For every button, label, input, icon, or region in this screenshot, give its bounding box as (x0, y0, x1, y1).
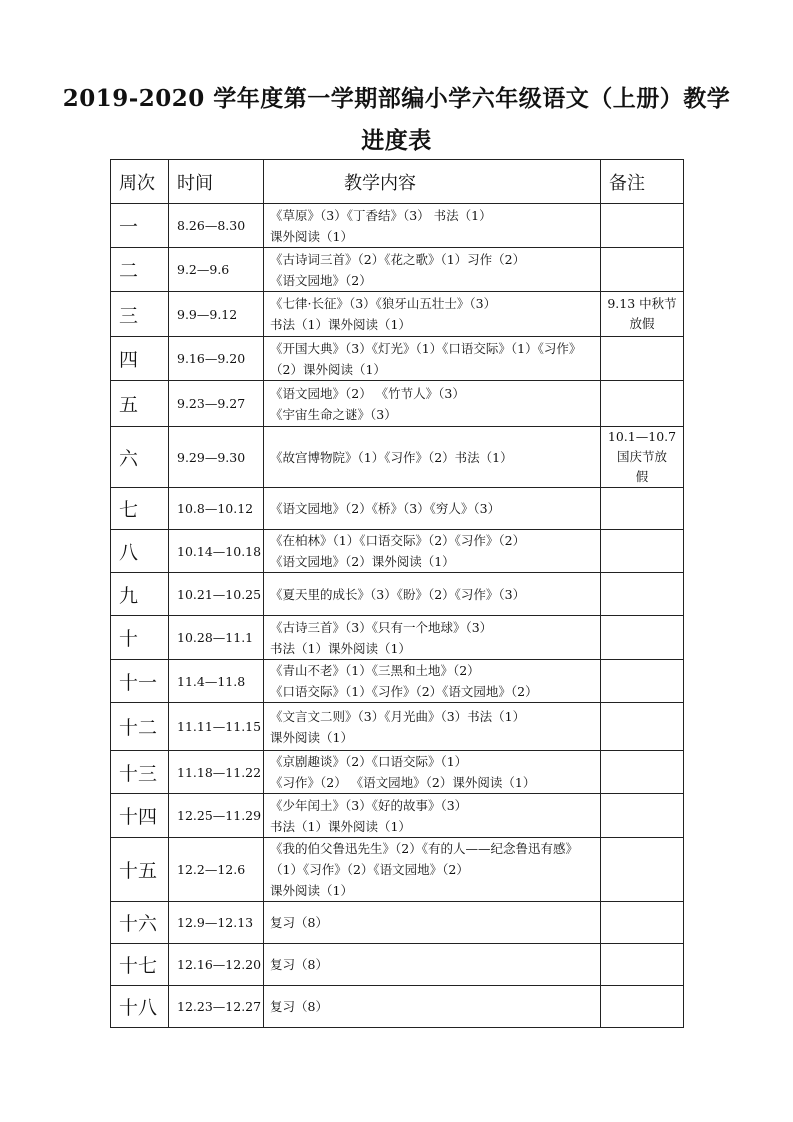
content-cell (264, 204, 601, 248)
content-cell (264, 573, 601, 616)
content-line: 《草原》（3）《丁香结》（3） 书法（1） (270, 207, 492, 223)
note-line: 10.1—10.7 (607, 429, 677, 444)
content-line: （1）《习作》（2）《语文园地》（2） (270, 862, 469, 877)
time-cell: 12.16—12.20 (169, 944, 264, 986)
time-cell: 11.11—11.15 (169, 703, 264, 751)
note-line: 假 (635, 469, 649, 484)
content-line: 《语文园地》（2）《桥》（3）《穷人》（3） (270, 501, 501, 516)
note-cell (601, 248, 684, 292)
time-cell: 10.14—10.18 (169, 530, 264, 573)
content-line: 《夏天里的成长》（3）《盼》（2）《习作》（3） (270, 586, 526, 602)
header-note: 备注 (601, 160, 684, 204)
time-cell: 9.16—9.20 (169, 337, 264, 381)
week-cell: 八 (111, 530, 169, 573)
note-line: 放假 (629, 316, 655, 331)
table-row (111, 573, 684, 616)
time-cell: 10.21—10.25 (169, 573, 264, 616)
note-cell (601, 838, 684, 902)
week-cell: 十六 (111, 902, 169, 944)
content-line: 复习（8） (270, 957, 328, 972)
time-cell: 10.8—10.12 (169, 488, 264, 530)
week-cell: 十八 (111, 986, 169, 1028)
content-line: 课外阅读（1） (270, 228, 353, 244)
content-cell (264, 751, 601, 794)
content-cell (264, 986, 601, 1028)
content-line: 《开国大典》（3）《灯光》（1）《口语交际》（1）《习作》 (270, 340, 582, 356)
week-cell: 十四 (111, 794, 169, 838)
schedule-table (110, 159, 684, 1028)
table-row (111, 530, 684, 573)
note-cell (601, 616, 684, 660)
content-line: 《习作》（2） 《语文园地》（2）课外阅读（1） (270, 775, 536, 790)
note-cell (601, 986, 684, 1028)
content-line: 《语文园地》（2）课外阅读（1） (270, 554, 455, 569)
week-cell: 二 (111, 248, 169, 292)
content-line: 《宇宙生命之谜》（3） (270, 406, 397, 422)
table-row (111, 616, 684, 660)
title-line-1: 2019-2020 学年度第一学期部编小学六年级语文（上册）教学 (62, 85, 731, 112)
content-line: 课外阅读（1） (270, 729, 353, 745)
header-content: 教学内容 (264, 160, 601, 204)
week-cell: 六 (111, 427, 169, 488)
content-line: 《青山不老》（1）《三黑和土地》（2） (270, 663, 480, 678)
note-cell (601, 427, 684, 488)
table-row (111, 703, 684, 751)
time-cell: 9.2—9.6 (169, 248, 264, 292)
table-row (111, 660, 684, 703)
table-row (111, 488, 684, 530)
week-cell: 一 (111, 204, 169, 248)
note-cell (601, 337, 684, 381)
content-line: 《文言文二则》（3）《月光曲》（3）书法（1） (270, 708, 526, 724)
note-cell (601, 573, 684, 616)
time-cell: 12.2—12.6 (169, 838, 264, 902)
note-cell (601, 381, 684, 427)
week-cell: 五 (111, 381, 169, 427)
table-row (111, 944, 684, 986)
time-cell: 12.9—12.13 (169, 902, 264, 944)
content-line: 书法（1）课外阅读（1） (270, 317, 411, 332)
content-line: 《故宫博物院》（1）《习作》（2）书法（1） (270, 449, 513, 465)
time-cell: 12.25—11.29 (169, 794, 264, 838)
week-cell: 七 (111, 488, 169, 530)
table-row (111, 204, 684, 248)
header-week: 周次 (111, 160, 169, 204)
week-cell: 十五 (111, 838, 169, 902)
content-cell (264, 337, 601, 381)
week-cell: 十 (111, 616, 169, 660)
table-row (111, 381, 684, 427)
note-cell (601, 204, 684, 248)
content-line: 复习（8） (270, 999, 328, 1014)
table-row (111, 337, 684, 381)
time-cell: 9.23—9.27 (169, 381, 264, 427)
content-cell (264, 838, 601, 902)
table-body (111, 204, 684, 1028)
note-line: 9.13 中秋节 (607, 296, 677, 311)
table-header-row (111, 160, 684, 204)
document-title (40, 78, 753, 162)
time-cell: 8.26—8.30 (169, 204, 264, 248)
content-cell (264, 703, 601, 751)
content-line: 《七律·长征》（3）《狼牙山五壮士》（3） (270, 296, 497, 311)
table-row (111, 427, 684, 488)
content-cell (264, 530, 601, 573)
note-cell (601, 660, 684, 703)
content-cell (264, 292, 601, 337)
time-cell: 10.28—11.1 (169, 616, 264, 660)
content-line: 书法（1）课外阅读（1） (270, 818, 411, 834)
week-cell: 九 (111, 573, 169, 616)
content-line: 《京剧趣谈》（2）《口语交际》（1） (270, 754, 468, 769)
note-cell (601, 703, 684, 751)
content-line: 《语文园地》（2） (270, 272, 372, 288)
note-cell (601, 530, 684, 573)
content-cell (264, 902, 601, 944)
content-line: 《古诗词三首》（2）《花之歌》（1）习作（2） (270, 251, 526, 267)
table-row (111, 292, 684, 337)
table-row (111, 838, 684, 902)
content-line: 复习（8） (270, 915, 328, 930)
header-time: 时间 (169, 160, 264, 204)
content-line: 《语文园地》（2） 《竹节人》（3） (270, 385, 465, 401)
content-line: 书法（1）课外阅读（1） (270, 640, 411, 656)
content-cell (264, 944, 601, 986)
content-line: 《少年闰土》（3）《好的故事》（3） (270, 797, 468, 813)
content-cell (264, 248, 601, 292)
table-row (111, 751, 684, 794)
content-cell (264, 660, 601, 703)
table-row (111, 902, 684, 944)
note-cell (601, 902, 684, 944)
content-cell (264, 488, 601, 530)
time-cell: 11.4—11.8 (169, 660, 264, 703)
content-line: 课外阅读（1） (270, 883, 353, 898)
note-cell (601, 292, 684, 337)
week-cell: 十二 (111, 703, 169, 751)
content-line: 《我的伯父鲁迅先生》（2）《有的人——纪念鲁迅有感》 (270, 841, 578, 856)
week-cell: 十一 (111, 660, 169, 703)
note-cell (601, 944, 684, 986)
time-cell: 9.9—9.12 (169, 292, 264, 337)
week-cell: 三 (111, 292, 169, 337)
note-cell (601, 794, 684, 838)
content-cell (264, 427, 601, 488)
week-cell: 四 (111, 337, 169, 381)
content-line: （2）课外阅读（1） (270, 361, 386, 377)
table-row (111, 794, 684, 838)
content-cell (264, 616, 601, 660)
week-cell: 十三 (111, 751, 169, 794)
time-cell: 9.29—9.30 (169, 427, 264, 488)
content-cell (264, 381, 601, 427)
content-line: 《在柏林》（1）《口语交际》（2）《习作》（2） (270, 533, 526, 548)
content-line: 《口语交际》（1）《习作》（2）《语文园地》（2） (270, 684, 538, 699)
time-cell: 11.18—11.22 (169, 751, 264, 794)
table-row (111, 248, 684, 292)
content-cell (264, 794, 601, 838)
week-cell: 十七 (111, 944, 169, 986)
note-cell (601, 488, 684, 530)
title-line-2: 进度表 (361, 127, 432, 154)
note-cell (601, 751, 684, 794)
table-row (111, 986, 684, 1028)
note-line: 国庆节放 (616, 449, 667, 464)
content-line: 《古诗三首》（3）《只有一个地球》（3） (270, 619, 493, 635)
time-cell: 12.23—12.27 (169, 986, 264, 1028)
